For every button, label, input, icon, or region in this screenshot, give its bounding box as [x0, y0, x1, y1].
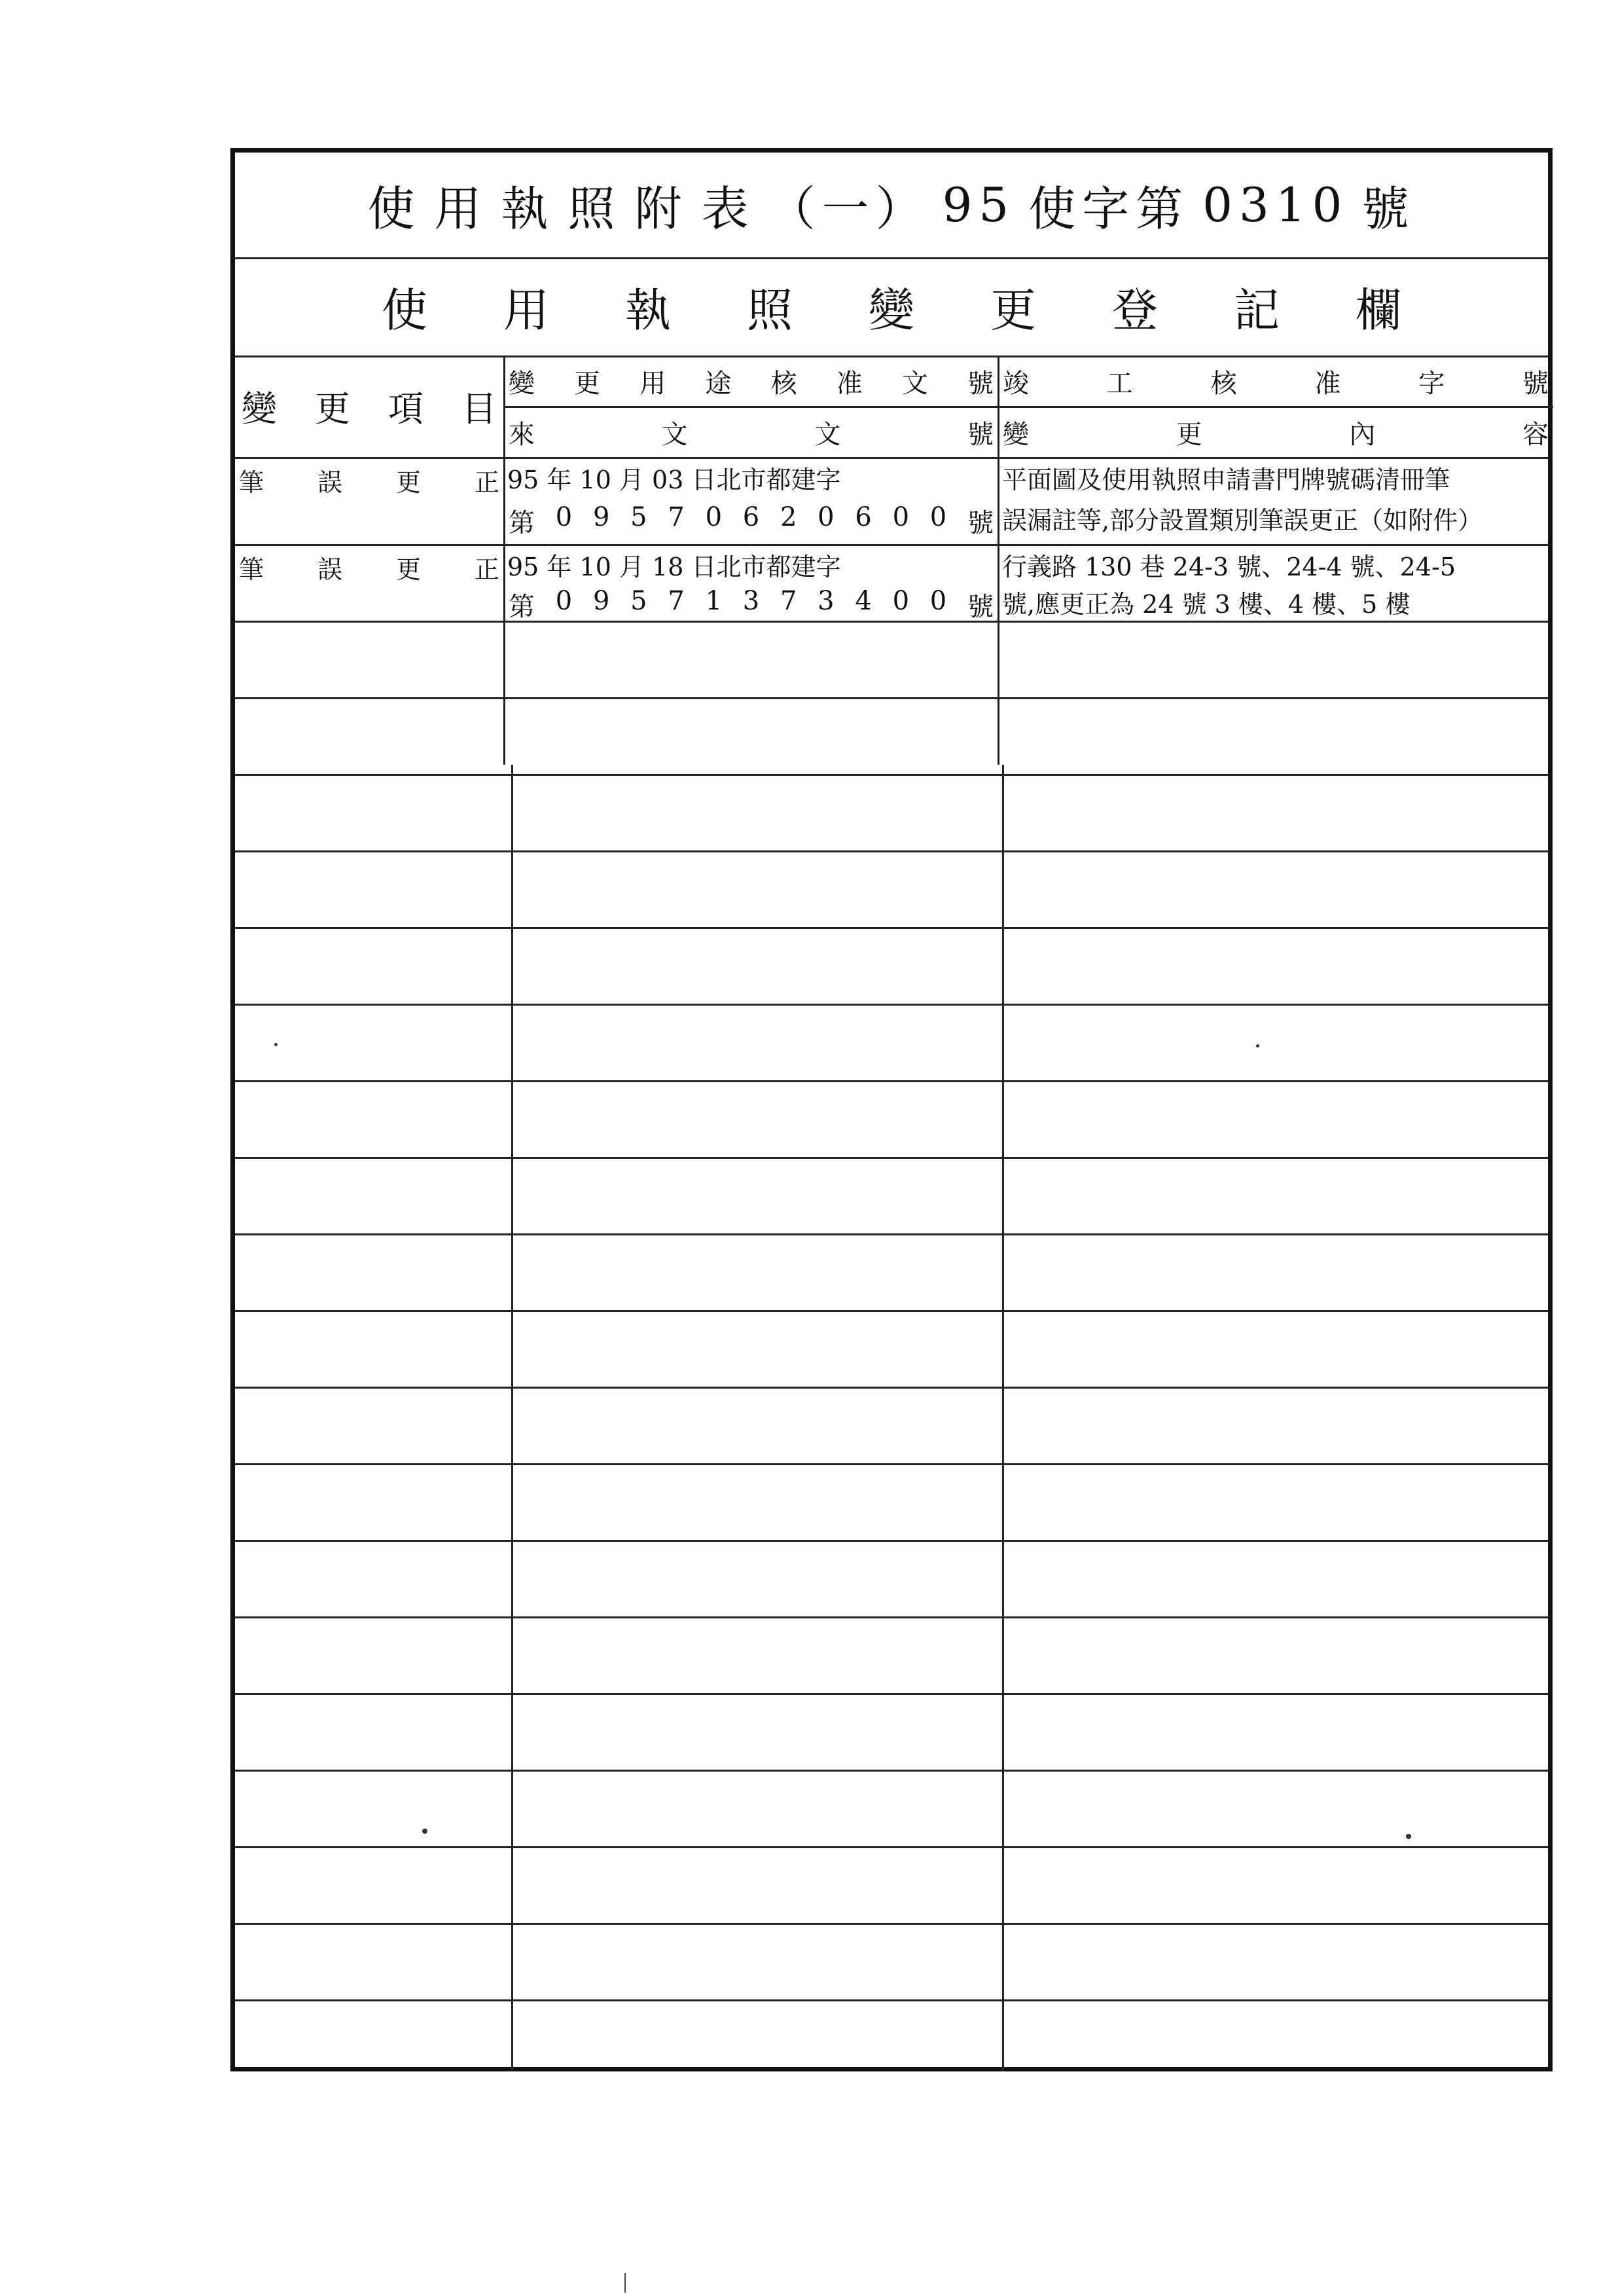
column-line: [998, 457, 999, 765]
header-char: 變: [509, 369, 535, 399]
usage-permit-change-form: [230, 148, 1553, 2071]
empty-row-line: [235, 1310, 1548, 1312]
permit-year: 95: [942, 177, 1016, 232]
header-char: 項: [388, 388, 423, 429]
doc-digit: 0: [892, 586, 910, 616]
title-char: 執: [501, 181, 555, 236]
header-char: 文: [661, 419, 688, 450]
doc-digit: 0: [555, 502, 573, 532]
section-title-char: 用: [503, 283, 549, 337]
divider: [235, 621, 1548, 623]
record-1-content-line1: 平面圖及使用執照申請書門牌號碼清冊筆: [1002, 465, 1450, 494]
doc-digit: 7: [668, 586, 685, 616]
doc-digit: 0: [555, 586, 573, 616]
header-char: 變: [242, 388, 277, 429]
empty-row-line: [235, 1999, 1548, 2001]
empty-row-line: [235, 927, 1548, 929]
empty-row-line: [235, 1540, 1548, 1542]
record-2-item: [235, 547, 503, 587]
header-change-content: [999, 407, 1553, 457]
header-char: 容: [1522, 419, 1549, 450]
doc-digit: 0: [929, 586, 947, 616]
title-char: 使字第: [1028, 181, 1190, 236]
doc-suffix: 號: [967, 508, 994, 538]
scan-speck: [274, 1043, 278, 1046]
empty-row-line: [235, 1463, 1548, 1465]
title-char: 號: [1361, 181, 1416, 236]
title-char: 使: [367, 181, 422, 236]
doc-digit: 2: [780, 502, 797, 532]
header-usage-doc-no: [505, 357, 998, 406]
record-1-doc-number: [505, 502, 998, 539]
title-char: 附: [634, 181, 689, 236]
record-1-doc-line1: 95 年 10 月 03 日北市都建字: [507, 465, 841, 494]
header-change-item: [235, 355, 503, 457]
record-2-doc-number: [505, 586, 998, 623]
doc-digit: 0: [818, 502, 835, 532]
header-char: 工: [1106, 369, 1133, 399]
empty-row-line: [235, 1387, 1548, 1389]
doc-digit: 5: [630, 502, 647, 532]
divider: [235, 544, 1548, 546]
header-char: 竣: [1003, 369, 1029, 399]
header-char: 目: [461, 388, 497, 429]
header-char: 更: [315, 388, 350, 429]
doc-digit: 0: [705, 502, 723, 532]
header-char: 途: [705, 369, 732, 399]
doc-digit: 6: [742, 502, 760, 532]
doc-digit: 0: [892, 502, 910, 532]
empty-row-line: [235, 1157, 1548, 1159]
doc-prefix: 第: [509, 592, 535, 622]
doc-digit: 0: [929, 502, 947, 532]
section-title-char: 執: [625, 283, 671, 337]
doc-suffix: 號: [967, 592, 994, 622]
item-char: 更: [395, 555, 421, 584]
doc-digit: 9: [592, 502, 610, 532]
form-title: [235, 153, 1548, 257]
item-char: 誤: [317, 467, 342, 497]
record-1-item: [235, 460, 503, 500]
header-char: 准: [1314, 369, 1341, 399]
record-2-content-line1: 行義路 130 巷 24-3 號、24-4 號、24-5: [1002, 553, 1456, 581]
empty-row-line: [235, 850, 1548, 852]
header-char: 文: [814, 419, 841, 450]
column-line: [511, 765, 513, 2071]
record-2-doc-line1: 95 年 10 月 18 日北市都建字: [507, 553, 841, 581]
empty-row-line: [235, 1233, 1548, 1235]
header-char: 號: [967, 369, 994, 399]
section-title-char: 登: [1112, 283, 1158, 337]
doc-digit: 1: [705, 586, 723, 616]
header-char: 核: [770, 369, 797, 399]
divider: [235, 457, 1548, 459]
item-char: 筆: [239, 555, 264, 584]
header-char: 號: [1522, 369, 1549, 399]
header-char: 更: [574, 369, 601, 399]
section-title-char: 記: [1234, 283, 1280, 337]
section-title-char: 欄: [1356, 283, 1401, 337]
item-char: 筆: [239, 467, 264, 497]
scan-speck: [1406, 1834, 1411, 1839]
doc-digit: 3: [818, 586, 835, 616]
empty-row-line: [235, 1770, 1548, 1772]
header-char: 核: [1210, 369, 1237, 399]
header-char: 號: [967, 419, 994, 450]
item-char: 正: [474, 467, 499, 497]
title-char: 表: [701, 181, 755, 236]
header-char: 准: [836, 369, 863, 399]
header-char: 文: [901, 369, 928, 399]
header-char: 用: [639, 369, 666, 399]
scan-mark: [624, 2273, 626, 2293]
empty-row-line: [235, 1693, 1548, 1695]
title-char: （一）: [768, 181, 929, 236]
section-title-char: 使: [382, 283, 427, 337]
section-title-char: 照: [747, 283, 793, 337]
empty-row-line: [235, 1004, 1548, 1006]
doc-digit: 4: [855, 586, 872, 616]
section-title-char: 更: [990, 283, 1036, 337]
header-incoming-doc-no: [505, 407, 998, 457]
doc-digit: 9: [592, 586, 610, 616]
header-char: 來: [509, 419, 535, 450]
doc-digit: 3: [742, 586, 760, 616]
doc-prefix: 第: [509, 508, 535, 538]
empty-row-line: [235, 1616, 1548, 1618]
doc-digit: 7: [668, 502, 685, 532]
scan-speck: [1256, 1044, 1259, 1048]
column-line: [1002, 765, 1004, 2071]
empty-row-line: [235, 774, 1548, 776]
empty-row-line: [235, 1080, 1548, 1082]
header-completion-no: [999, 357, 1553, 406]
section-title-char: 變: [869, 283, 914, 337]
header-char: 變: [1003, 419, 1029, 450]
permit-number: 0310: [1202, 177, 1349, 232]
empty-row-line: [235, 697, 1548, 699]
header-char: 更: [1176, 419, 1202, 450]
item-char: 誤: [317, 555, 342, 584]
record-2-content-line2: 號,應更正為 24 號 3 樓、4 樓、5 樓: [1002, 590, 1411, 619]
header-char: 內: [1349, 419, 1376, 450]
empty-row-line: [235, 1846, 1548, 1848]
doc-digit: 7: [780, 586, 797, 616]
doc-digit: 5: [630, 586, 647, 616]
scan-speck: [422, 1829, 427, 1834]
empty-row-line: [235, 1923, 1548, 1925]
title-char: 用: [434, 181, 488, 236]
doc-digit: 6: [855, 502, 872, 532]
title-char: 照: [567, 181, 622, 236]
item-char: 正: [474, 555, 499, 584]
section-title: [235, 257, 1548, 355]
item-char: 更: [395, 467, 421, 497]
header-char: 字: [1418, 369, 1445, 399]
record-1-content-line2: 誤漏註等,部分設置類別筆誤更正（如附件）: [1002, 506, 1483, 535]
